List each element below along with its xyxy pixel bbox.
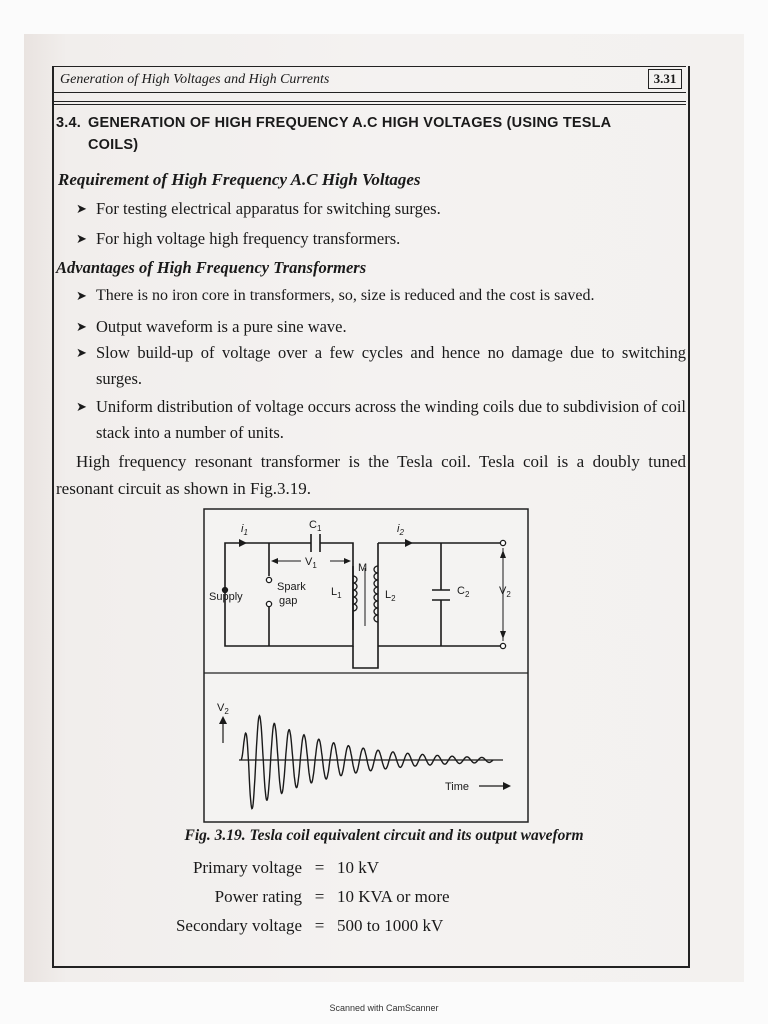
list-item — [76, 196, 686, 222]
spec-equals: = — [314, 858, 325, 877]
list-item-text: There is no iron core in transformers, so, size is reduced and the cost is saved. — [96, 287, 595, 304]
arrow-bullet-icon: ➤ — [76, 231, 87, 246]
paragraph-text: High frequency resonant transformer is the Tesla coil. Tesla coil is a doubly tuned resonant circuit as shown in Fig.3.19. — [56, 452, 686, 498]
arrow-bullet-icon: ➤ — [76, 201, 87, 216]
v2-circuit-label: $V_2$ — [499, 585, 511, 599]
c2-label: $C_2$ — [457, 585, 470, 599]
double-rule-upper — [52, 101, 686, 102]
body-paragraph — [56, 448, 686, 502]
spec-value: 500 to 1000 kV — [337, 916, 444, 935]
list-item-text: Output waveform is a pure sine wave. — [96, 317, 347, 336]
list-item — [76, 340, 686, 392]
arrow-bullet-icon: ➤ — [76, 288, 87, 303]
section-title-line1: GENERATION OF HIGH FREQUENCY A.C HIGH VOLTAGES (USING TESLA — [88, 115, 612, 131]
spec-label: Power rating — [214, 887, 302, 906]
l2-label: $L_2$ — [385, 589, 396, 603]
l1-label: $L_1$ — [331, 586, 342, 600]
spec-row — [152, 855, 379, 881]
advantages-heading: Advantages of High Frequency Transformers — [56, 258, 367, 277]
list-item — [76, 314, 686, 340]
i1-label: $i_1$ — [241, 523, 248, 537]
figure-caption: Fig. 3.19. Tesla coil equivalent circuit and its output waveform — [184, 827, 584, 844]
spec-equals: = — [314, 887, 325, 906]
spec-label: Primary voltage — [192, 858, 302, 877]
list-item-text: For testing electrical apparatus for switching surges. — [96, 199, 441, 218]
arrow-bullet-icon: ➤ — [76, 345, 87, 360]
section-title-line2: COILS) — [88, 137, 139, 153]
v1-label: $V_1$ — [305, 556, 317, 570]
double-rule-lower — [52, 104, 686, 105]
list-item — [76, 226, 686, 252]
arrow-bullet-icon: ➤ — [76, 319, 87, 334]
section-heading — [56, 112, 684, 156]
c1-label: $C_1$ — [309, 519, 322, 533]
header-rule-top — [52, 66, 686, 67]
list-item-text: Slow build-up of voltage over a few cycles and hence no damage due to switching surges. — [96, 343, 686, 388]
section-number: 3.4. — [56, 115, 81, 131]
list-item-text: For high voltage high frequency transformers. — [96, 229, 401, 248]
time-label: Time — [445, 781, 470, 793]
spec-row — [152, 884, 450, 910]
spec-value: 10 KVA or more — [337, 887, 450, 906]
list-item — [76, 283, 686, 309]
figure-svg — [203, 508, 529, 823]
tesla-coil-figure — [203, 508, 529, 823]
i2-label: $i_2$ — [397, 523, 404, 537]
list-item — [76, 394, 686, 446]
requirement-heading: Requirement of High Frequency A.C High Voltages — [58, 170, 421, 189]
supply-label: Supply — [209, 591, 243, 603]
list-item-text: Uniform distribution of voltage occurs across the winding coils due to subdivision of coil stack into a number of units. — [96, 397, 686, 442]
spec-row — [152, 913, 443, 939]
running-title: Generation of High Voltages and High Currents — [60, 72, 330, 87]
arrow-bullet-icon: ➤ — [76, 399, 87, 414]
gap-label: gap — [279, 595, 298, 607]
spec-label: Secondary voltage — [175, 916, 302, 935]
header-rule-bottom — [52, 92, 686, 93]
page-number: 3.31 — [648, 69, 682, 89]
spec-equals: = — [314, 916, 325, 935]
spec-value: 10 kV — [337, 858, 380, 877]
mutual-m-label: M — [358, 562, 368, 574]
scanner-watermark: Scanned with CamScanner — [329, 1003, 439, 1013]
v2-wave-label: $V_2$ — [217, 702, 229, 716]
spark-label: Spark — [277, 581, 306, 593]
